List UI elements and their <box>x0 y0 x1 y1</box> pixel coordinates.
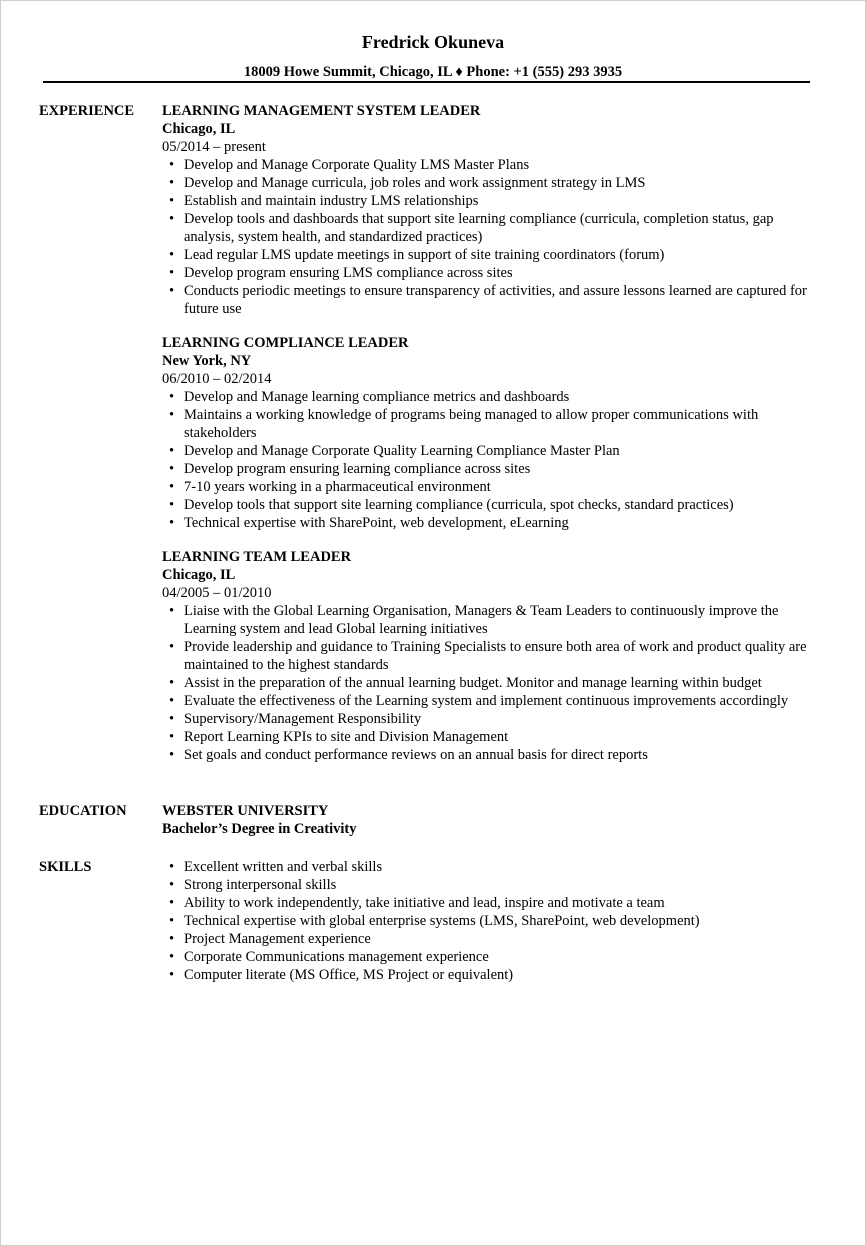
job-location: Chicago, IL <box>162 567 236 583</box>
job-bullets <box>162 602 819 764</box>
header-divider <box>43 81 810 83</box>
job-bullet-item: • Develop and Manage Corporate Quality Learning Compliance Master Plan <box>162 442 819 460</box>
job-location: New York, NY <box>162 353 252 369</box>
education-degree: Bachelor’s Degree in Creativity <box>162 821 357 837</box>
skill-item: • Computer literate (MS Office, MS Project or equivalent) <box>162 966 819 984</box>
job-entry <box>162 102 819 318</box>
job-bullet-item: • Develop and Manage learning compliance metrics and dashboards <box>162 388 819 406</box>
candidate-name: Fredrick Okuneva <box>361 32 505 52</box>
section-label-education: EDUCATION <box>39 803 127 819</box>
job-entry <box>162 334 819 532</box>
job-bullet-item: • Establish and maintain industry LMS relationships <box>162 192 819 210</box>
job-bullet-item: • Develop tools and dashboards that support site learning compliance (curricula, completion status, gap analysis, system health, and standardized practices) <box>162 210 819 246</box>
section-label-experience: EXPERIENCE <box>39 103 135 119</box>
skill-item: • Corporate Communications management experience <box>162 948 819 966</box>
skills-list <box>162 858 819 984</box>
job-location: Chicago, IL <box>162 121 236 137</box>
experience-list <box>162 102 819 780</box>
job-bullet-item: • Develop program ensuring LMS compliance across sites <box>162 264 819 282</box>
job-dates: 06/2010 – 02/2014 <box>162 371 272 387</box>
skill-item: • Ability to work independently, take initiative and lead, inspire and motivate a team <box>162 894 819 912</box>
job-bullet-item: • Lead regular LMS update meetings in support of site training coordinators (forum) <box>162 246 819 264</box>
job-bullet-item: • Liaise with the Global Learning Organisation, Managers & Team Leaders to continuously improve the Learning system and lead Global learning initiatives <box>162 602 819 638</box>
job-bullet-item: • Develop and Manage curricula, job roles and work assignment strategy in LMS <box>162 174 819 192</box>
job-title: LEARNING COMPLIANCE LEADER <box>162 335 409 351</box>
section-label-skills: SKILLS <box>39 859 92 875</box>
job-bullet-item: • 7-10 years working in a pharmaceutical environment <box>162 478 819 496</box>
job-bullet-item: • Technical expertise with SharePoint, web development, eLearning <box>162 514 819 532</box>
job-bullets <box>162 388 819 532</box>
job-bullets <box>162 156 819 318</box>
job-bullet-item: • Maintains a working knowledge of programs being managed to allow proper communications with stakeholders <box>162 406 819 442</box>
job-entry <box>162 548 819 764</box>
education-body <box>162 802 819 838</box>
contact-line: 18009 Howe Summit, Chicago, IL ♦ Phone: +1 (555) 293 3935 <box>243 64 623 80</box>
job-bullet-item: • Assist in the preparation of the annual learning budget. Monitor and manage learning within budget <box>162 674 819 692</box>
job-title: LEARNING MANAGEMENT SYSTEM LEADER <box>162 103 481 119</box>
skill-item: • Excellent written and verbal skills <box>162 858 819 876</box>
job-bullet-item: • Develop tools that support site learning compliance (curricula, spot checks, standard practices) <box>162 496 819 514</box>
job-bullet-item: • Develop and Manage Corporate Quality LMS Master Plans <box>162 156 819 174</box>
skill-item: • Strong interpersonal skills <box>162 876 819 894</box>
job-bullet-item: • Report Learning KPIs to site and Division Management <box>162 728 819 746</box>
job-dates: 05/2014 – present <box>162 139 266 155</box>
job-bullet-item: • Develop program ensuring learning compliance across sites <box>162 460 819 478</box>
skills-body <box>162 858 819 984</box>
job-bullet-item: • Evaluate the effectiveness of the Learning system and implement continuous improvements accordingly <box>162 692 819 710</box>
job-title: LEARNING TEAM LEADER <box>162 549 352 565</box>
job-bullet-item: • Supervisory/Management Responsibility <box>162 710 819 728</box>
job-bullet-item: • Provide leadership and guidance to Training Specialists to ensure both area of work and product quality are maintained to the highest standards <box>162 638 819 674</box>
job-bullet-item: • Set goals and conduct performance reviews on an annual basis for direct reports <box>162 746 819 764</box>
job-bullet-item: • Conducts periodic meetings to ensure transparency of activities, and assure lessons learned are captured for future use <box>162 282 819 318</box>
skill-item: • Project Management experience <box>162 930 819 948</box>
skill-item: • Technical expertise with global enterprise systems (LMS, SharePoint, web development) <box>162 912 819 930</box>
education-school: WEBSTER UNIVERSITY <box>162 803 329 819</box>
job-dates: 04/2005 – 01/2010 <box>162 585 272 601</box>
